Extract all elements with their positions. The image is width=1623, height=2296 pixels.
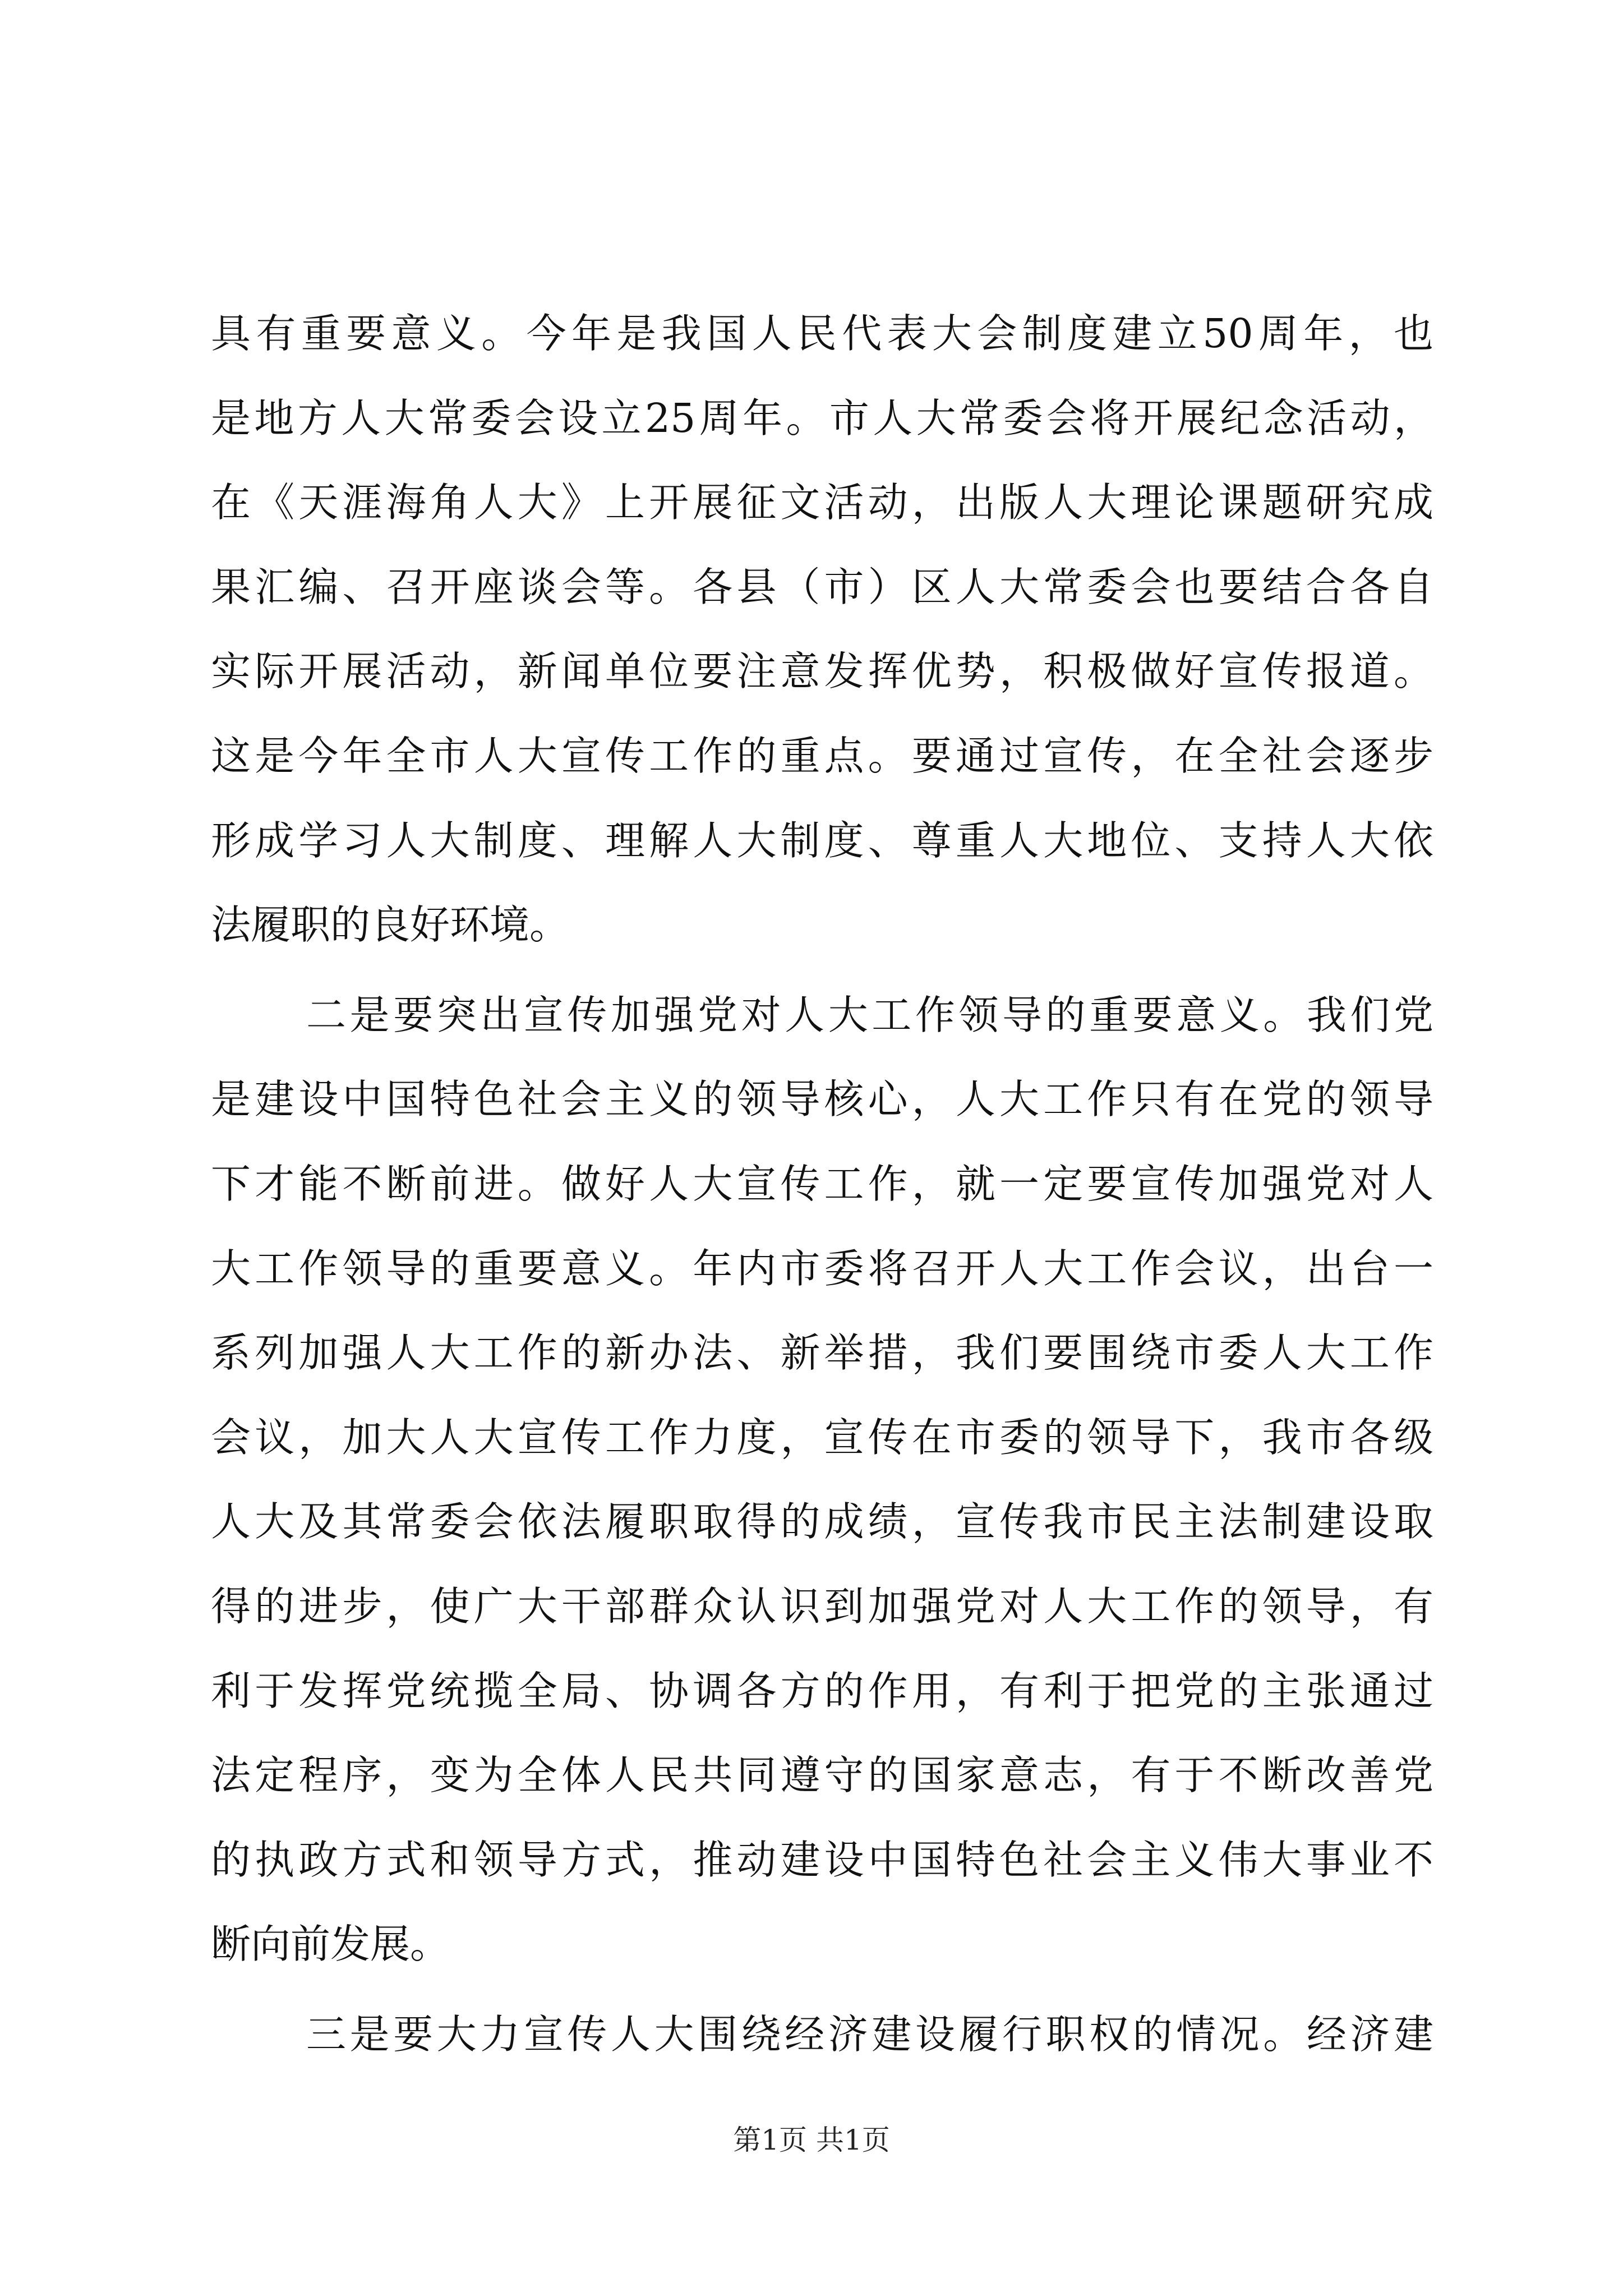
text-line: 在《天涯海角人大》上开展征文活动，出版人大理论课题研究成	[211, 479, 1433, 526]
page-footer: 第1页 共1页	[733, 2124, 890, 2156]
text-line: 大工作领导的重要意义。年内市委将召开人大工作会议，出台一	[211, 1245, 1433, 1292]
text-line: 得的进步，使广大干部群众认识到加强党对人大工作的领导，有	[211, 1583, 1433, 1630]
text-line: 人大及其常委会依法履职取得的成绩，宣传我市民主法制建设取	[211, 1498, 1433, 1545]
text-line: 利于发挥党统揽全局、协调各方的作用，有利于把党的主张通过	[211, 1668, 1433, 1714]
text-line: 果汇编、召开座谈会等。各县（市）区人大常委会也要结合各自	[211, 564, 1433, 610]
text-line: 是建设中国特色社会主义的领导核心，人大工作只有在党的领导	[211, 1076, 1433, 1122]
text-line: 法履职的良好环境。	[211, 901, 570, 948]
text-line: 断向前发展。	[211, 1921, 450, 1967]
text-line: 下才能不断前进。做好人大宣传工作，就一定要宣传加强党对人	[211, 1161, 1433, 1207]
text-line: 法定程序，变为全体人民共同遵守的国家意志，有于不断改善党	[211, 1752, 1433, 1798]
text-line: 的执政方式和领导方式，推动建设中国特色社会主义伟大事业不	[211, 1837, 1433, 1883]
text-line: 是地方人大常委会设立25周年。市人大常委会将开展纪念活动，	[211, 395, 1433, 441]
text-line: 实际开展活动，新闻单位要注意发挥优势，积极做好宣传报道。	[211, 648, 1433, 694]
text-line: 具有重要意义。今年是我国人民代表大会制度建立50周年，也	[211, 310, 1433, 357]
text-line: 二是要突出宣传加强党对人大工作领导的重要意义。我们党	[306, 992, 1433, 1038]
text-line: 会议，加大人大宣传工作力度，宣传在市委的领导下，我市各级	[211, 1414, 1433, 1461]
text-line: 系列加强人大工作的新办法、新举措，我们要围绕市委人大工作	[211, 1329, 1433, 1376]
text-line: 形成学习人大制度、理解人大制度、尊重人大地位、支持人大依	[211, 817, 1433, 864]
text-line: 这是今年全市人大宣传工作的重点。要通过宣传，在全社会逐步	[211, 733, 1433, 779]
text-line: 三是要大力宣传人大围绕经济建设履行职权的情况。经济建	[306, 2011, 1433, 2058]
